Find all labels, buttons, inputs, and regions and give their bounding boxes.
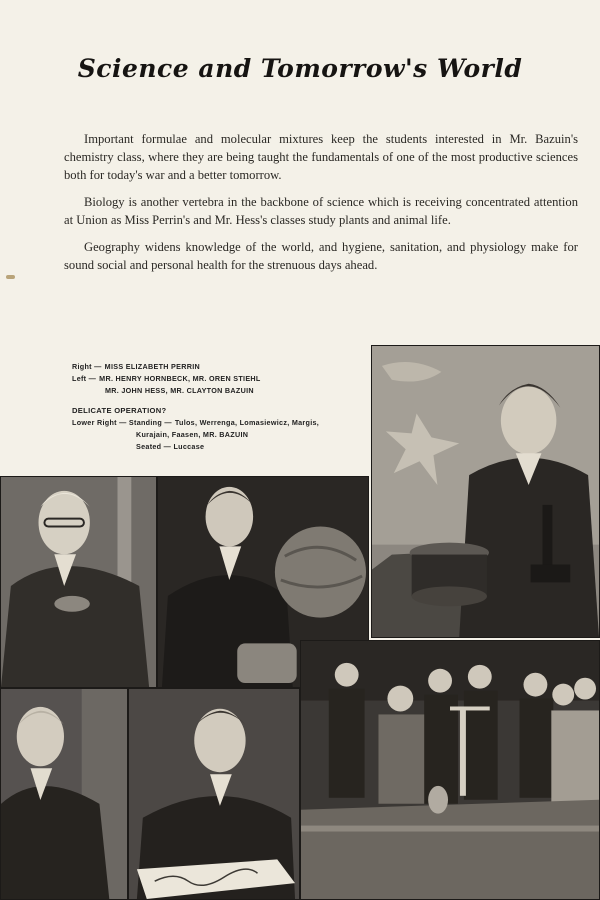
caption-label: Lower Right — Standing — bbox=[72, 418, 172, 427]
photo-image bbox=[1, 689, 127, 899]
page-title: Science and Tomorrow's World bbox=[77, 54, 523, 83]
caption-label: Left — bbox=[72, 374, 97, 383]
article-paragraph: Geography widens knowledge of the world, and hygiene, sanitation, and physiology make for sound social and personal health for the strenuous days ahead. bbox=[64, 240, 578, 272]
photo-mr-hess bbox=[0, 688, 128, 900]
page-mark bbox=[6, 275, 15, 279]
caption-heading: DELICATE OPERATION? bbox=[72, 406, 167, 415]
caption-value: MR. HENRY HORNBECK, MR. OREN STIEHL bbox=[99, 374, 261, 383]
caption-value: Kurajain, Faasen, MR. BAZUIN bbox=[136, 430, 249, 439]
article-paragraph: Biology is another vertebra in the backbone of science which is receiving concentrated attention at Union as Miss Perrin's and Mr. Hess's classes study plants and animal life. bbox=[64, 195, 578, 227]
photo-image bbox=[301, 641, 599, 899]
photo-caption bbox=[72, 361, 364, 453]
photo-mr-hornbeck bbox=[0, 476, 157, 688]
caption-value: Tulos, Werrenga, Lomasiewicz, Margis, bbox=[174, 418, 320, 427]
photo-mr-bazuin bbox=[128, 688, 300, 900]
article-body bbox=[64, 130, 578, 283]
caption-value: MR. JOHN HESS, MR. CLAYTON BAZUIN bbox=[105, 386, 254, 395]
photo-chemistry-class bbox=[300, 640, 600, 900]
photo-miss-perrin bbox=[371, 345, 600, 638]
photo-image bbox=[372, 346, 599, 637]
caption-value: MISS ELIZABETH PERRIN bbox=[104, 362, 201, 371]
photo-image bbox=[1, 477, 156, 687]
photo-image bbox=[129, 689, 299, 899]
article-paragraph: Important formulae and molecular mixtures keep the students interested in Mr. Bazuin's chemistry class, where they are being taught the fundamentals of one of the most productive sciences both for today's war and a better tomorrow. bbox=[64, 132, 578, 182]
caption-value: Seated — Luccase bbox=[136, 442, 205, 451]
caption-label: Right — bbox=[72, 362, 102, 371]
